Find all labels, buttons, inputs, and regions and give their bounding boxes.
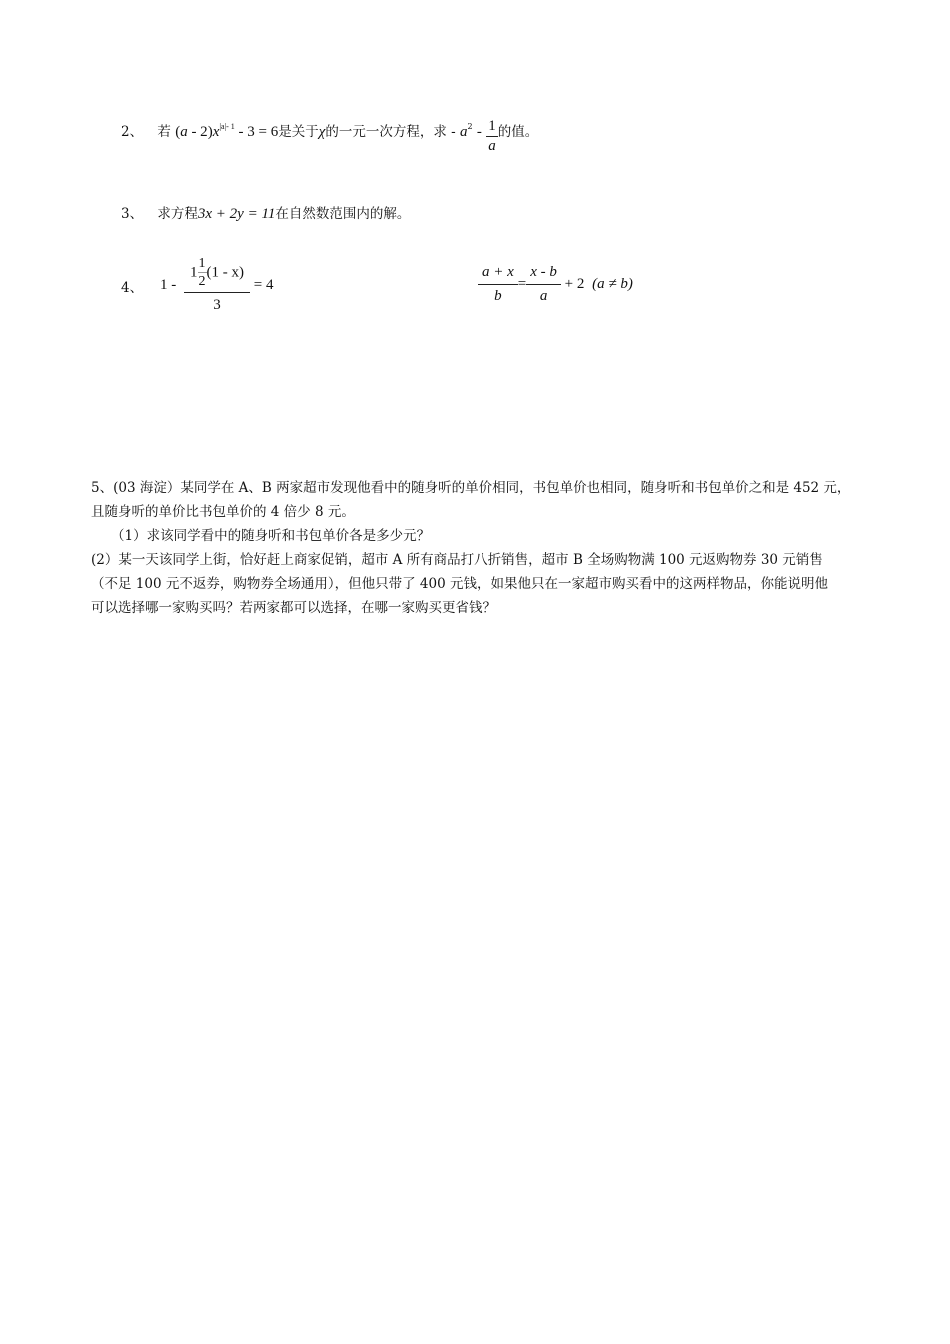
inner-fraction-numerator: 1 <box>198 256 206 271</box>
problem-2-prefix: 若 <box>157 124 171 140</box>
problem-3-prefix: 求方程 <box>157 206 198 222</box>
one-minus: 1 - <box>160 276 177 293</box>
problem-4-right-equation <box>478 264 633 305</box>
minus-sign: - <box>476 124 482 140</box>
condition-a-not-b: (a ≠ b) <box>592 276 633 292</box>
main-fraction-numerator <box>184 256 250 293</box>
fraction-denominator: a <box>488 138 496 154</box>
fraction-numerator: 1 <box>486 118 498 137</box>
problem-5 <box>91 476 850 620</box>
equation-rhs: - 3 = 6 <box>238 124 279 140</box>
fraction-x-minus-b-over-a <box>526 264 561 305</box>
problem-5-line-6: 可以选择哪一家购买吗？若两家都可以选择，在哪一家购买更省钱？ <box>91 600 496 616</box>
fraction-1-denominator: b <box>494 288 502 304</box>
inner-fraction <box>198 256 207 290</box>
main-fraction-denominator: 3 <box>213 297 221 313</box>
fraction-a-plus-x-over-b <box>478 264 518 305</box>
exponent: |a|- 1 <box>219 122 235 131</box>
problem-2-mid: 是关于 <box>278 124 319 140</box>
main-fraction <box>184 256 250 314</box>
square-exponent: 2 <box>467 122 473 131</box>
fraction-one-over-a <box>486 118 498 155</box>
rhs-equals-four: = 4 <box>253 276 274 293</box>
problem-3-number: 3、 <box>121 206 144 222</box>
problem-2-equation <box>175 124 278 140</box>
equals-sign: = <box>517 276 527 292</box>
problem-3-equation: 3x + 2y = 11 <box>197 206 276 222</box>
problem-3-suffix: 在自然数范围内的解。 <box>275 206 411 222</box>
problem-5-line-1: 5、(03 海淀）某同学在 A、B 两家超市发现他看中的随身听的单价相同，书包单价也相同，随身听和书包单价之和是 452 元， <box>91 480 851 496</box>
inner-one: 1 <box>190 264 198 281</box>
problem-5-line-5: （不足 100 元不返券，购物券全场通用），但他只带了 400 元钱，如果他只在一家超市购买看中的这两样物品，你能说明他 <box>91 576 828 592</box>
var-a-squared: a <box>460 124 468 140</box>
chi-symbol: χ <box>318 124 326 140</box>
inner-fraction-denominator: 2 <box>198 274 206 289</box>
problem-3 <box>121 202 410 223</box>
problem-2 <box>121 114 539 154</box>
paren-open: ( <box>175 124 181 140</box>
problem-2-suffix: 的值。 <box>497 124 539 140</box>
fraction-2-denominator: a <box>539 288 548 304</box>
problem-4-number: 4、 <box>121 280 144 296</box>
problem-4-left-equation <box>160 256 273 314</box>
problem-2-number: 2、 <box>121 124 144 140</box>
problem-2-mid2: 的一元一次方程，求 - <box>325 124 456 140</box>
fraction-1-numerator: a + x <box>478 264 518 285</box>
problem-5-line-2: 且随身听的单价比书包单价的 4 倍少 8 元。 <box>91 504 355 520</box>
paren-close: ) <box>207 124 213 140</box>
plus-two: + 2 <box>564 276 585 292</box>
var-a: a <box>180 124 188 140</box>
problem-5-line-3: （1）求该同学看中的随身听和书包单价各是多少元？ <box>111 528 431 544</box>
minus-two: - 2 <box>191 124 208 140</box>
var-x: x <box>212 124 220 140</box>
paren-one-minus-x: (1 - x) <box>206 264 244 281</box>
fraction-2-numerator: x - b <box>526 264 561 285</box>
problem-5-line-4: (2）某一天该同学上街，恰好赶上商家促销，超市 A 所有商品打八折销售，超市 B 全场购物满 100 元返购物券 30 元销售 <box>91 552 823 568</box>
